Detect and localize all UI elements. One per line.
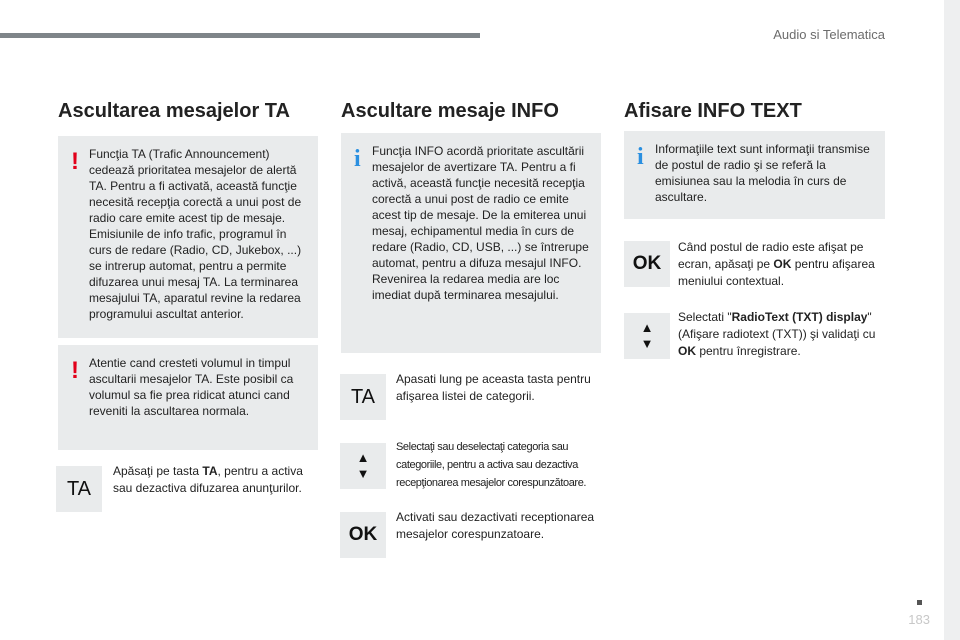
ok-activate-instruction: Activati sau dezactivati receptionarea mesajelor corespunzatoare. [396,510,595,541]
ta-warning-text: Funcţia TA (Trafic Announcement) cedează prioritatea mesajelor de alertă TA. Pentru a fi activată, această funcţie necesită recepţia corectă a unui post de radio care emite acest tip de mesaje. Emisiunile de info trafic, programul în curs de redare (Radio, CD, Jukebox, ...) se intrerup automat, pentru a permite difuzarea unui mesaj TA. La terminarea mesajului TA, aparatul revine la redarea programului ascultat anterior. [89,147,302,321]
ta-long-press-instruction: Apasati lung pe aceasta tasta pentru afişarea listei de categorii. [396,372,591,403]
warning-icon: ! [71,357,79,384]
ta-key-instruction: Apăsaţi pe tasta TA, pentru a activa sau dezactiva difuzarea anunţurilor. [113,464,303,495]
up-down-arrows-icon [340,443,386,489]
warning-icon: ! [71,148,79,175]
section-title: Audio si Telematica [773,27,885,42]
ok-key-icon: OK [340,512,386,558]
infotext-note-text: Informaţiile text sunt informaţii transmise de postul de radio şi se referă la emisiunea sau la melodia în curs de ascultare. [655,142,870,204]
down-arrow-icon: ▼ [640,336,654,351]
radiotext-select-instruction: Selectati "RadioText (TXT) display" (Afişare radiotext (TXT)) şi validaţi cu OK pentru înregistrare. [678,310,876,358]
category-select-instruction: Selectaţi sau deselectaţi categoria sau categoriile, pentru a activa sau dezactiva recepţionarea mesajelor corespunzătoare. [396,441,587,489]
up-arrow-icon: ▲ [356,450,370,465]
page-edge-strip [944,0,960,640]
page-marker [917,600,922,605]
infotext-heading: Afisare INFO TEXT [624,100,802,122]
up-arrow-icon: ▲ [640,320,654,335]
volume-warning-text: Atentie cand cresteti volumul in timpul ascultarii mesajelor TA. Este posibil ca volumul sa fie prea ridicat atunci cand reveniti la ascultarea normala. [89,356,294,418]
volume-warning-box [58,345,318,450]
info-note-box [341,133,601,353]
page-number: 183 [908,612,930,627]
up-down-arrows-icon [624,313,670,359]
info-icon: i [354,146,361,172]
ok-key-icon: OK [624,241,670,287]
ok-context-menu-instruction: Când postul de radio este afişat pe ecran, apăsaţi pe OK pentru afişarea meniului contextual. [678,240,875,288]
ta-key-icon: TA [340,374,386,420]
info-heading: Ascultare mesaje INFO [341,100,559,122]
down-arrow-icon: ▼ [356,466,370,481]
info-icon: i [637,144,644,170]
header-bar [0,33,480,38]
ta-key-icon: TA [56,466,102,512]
infotext-note-box [624,131,885,219]
info-note-text: Funcţia INFO acordă prioritate ascultării mesajelor de avertizare TA. Pentru a fi activă, această funcţie necesită recepţia corectă a unui post de radio ce emite acest tip de mesaje. De la emiterea unui mesaj, echipamentul media în curs de redare (Radio, CD, USB, ...) se întrerupe automat, pentru a difuza mesajul INFO. Revenirea la redarea media are loc imediat după terminarea mesajului. [372,144,589,302]
ta-heading: Ascultarea mesajelor TA [58,100,290,122]
ta-warning-box [58,136,318,338]
